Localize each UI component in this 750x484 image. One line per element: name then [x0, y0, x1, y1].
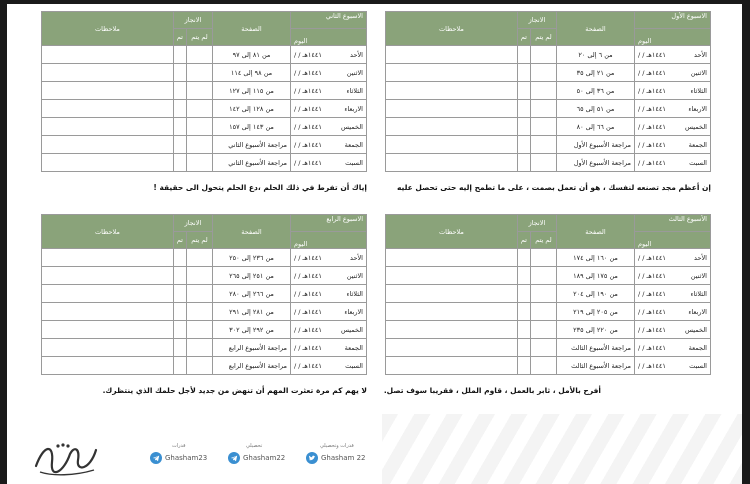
- day-cell: [291, 267, 367, 285]
- logo-calligraphy: [30, 436, 102, 480]
- page-range: من ١٦٠ إلى ١٧٤: [557, 249, 635, 267]
- day-cell: [635, 357, 711, 375]
- date-field[interactable]: / / ١٤٤١هـ: [638, 68, 666, 77]
- date-field[interactable]: / / ١٤٤١هـ: [294, 122, 322, 131]
- not-done-checkbox[interactable]: [531, 64, 557, 82]
- date-field[interactable]: / / ١٤٤١هـ: [294, 158, 322, 167]
- table-row: [386, 249, 711, 267]
- not-done-header: لم يتم: [531, 29, 557, 46]
- week-rows: [42, 249, 367, 375]
- not-done-checkbox[interactable]: [531, 357, 557, 375]
- day-cell: [291, 100, 367, 118]
- page-range: من ١٧٥ إلى ١٨٩: [557, 267, 635, 285]
- day-cell: [635, 118, 711, 136]
- table-row: [386, 118, 711, 136]
- date-field[interactable]: / / ١٤٤١هـ: [638, 158, 666, 167]
- page-range: من ٢٦٦ إلى ٢٨٠: [213, 285, 291, 303]
- day-name: السبت: [689, 158, 707, 167]
- day-cell: [635, 136, 711, 154]
- table-row: [42, 136, 367, 154]
- day-name: الاثنين: [346, 271, 363, 280]
- date-field[interactable]: / / ١٤٤١هـ: [638, 289, 666, 298]
- page-range: من ٣٦ إلى ٥٠: [557, 82, 635, 100]
- done-checkbox[interactable]: [517, 285, 530, 303]
- page-header: الصفحة: [213, 215, 291, 249]
- not-done-checkbox[interactable]: [187, 118, 213, 136]
- done-checkbox[interactable]: [517, 154, 530, 172]
- date-field[interactable]: / / ١٤٤١هـ: [638, 361, 666, 370]
- not-done-header: لم يتم: [187, 29, 213, 46]
- day-cell: [291, 46, 367, 64]
- notes-field[interactable]: [42, 321, 174, 339]
- page-range: مراجعة الأسبوع الرابع: [213, 357, 291, 375]
- day-name: الجمعة: [344, 140, 363, 149]
- date-field[interactable]: / / ١٤٤١هـ: [638, 140, 666, 149]
- table-row: [386, 82, 711, 100]
- week-title: الاسبوع الثاني: [291, 12, 367, 29]
- date-field[interactable]: / / ١٤٤١هـ: [294, 343, 322, 352]
- footer: [0, 410, 750, 484]
- notes-field[interactable]: [42, 249, 174, 267]
- date-field[interactable]: / / ١٤٤١هـ: [294, 104, 322, 113]
- day-cell: [291, 82, 367, 100]
- not-done-checkbox[interactable]: [187, 100, 213, 118]
- notes-field[interactable]: [386, 267, 518, 285]
- table-row: [386, 267, 711, 285]
- done-checkbox[interactable]: [517, 267, 530, 285]
- day-cell: [635, 303, 711, 321]
- done-checkbox[interactable]: [517, 339, 530, 357]
- day-cell: [635, 267, 711, 285]
- done-checkbox[interactable]: [173, 321, 186, 339]
- not-done-checkbox[interactable]: [187, 64, 213, 82]
- page-header: الصفحة: [557, 215, 635, 249]
- table-row: [42, 118, 367, 136]
- week-title: الاسبوع الأول: [635, 12, 711, 29]
- not-done-checkbox[interactable]: [531, 303, 557, 321]
- social-handle-1[interactable]: [306, 443, 366, 464]
- day-name: الاربعاء: [344, 104, 363, 113]
- day-cell: [635, 64, 711, 82]
- day-name: السبت: [345, 158, 363, 167]
- handle-label: قدرات وتحصيلي: [320, 443, 354, 449]
- done-header: تم: [517, 29, 530, 46]
- not-done-checkbox[interactable]: [531, 46, 557, 64]
- table-row: [386, 321, 711, 339]
- notes-field[interactable]: [386, 339, 518, 357]
- page-range: مراجعة الأسبوع الثاني: [213, 154, 291, 172]
- day-cell: [291, 249, 367, 267]
- done-checkbox[interactable]: [173, 285, 186, 303]
- page-range: من ٥١ إلى ٦٥: [557, 100, 635, 118]
- not-done-checkbox[interactable]: [187, 249, 213, 267]
- notes-field[interactable]: [42, 339, 174, 357]
- week-block-3: [383, 214, 711, 395]
- day-cell: [635, 46, 711, 64]
- day-cell: [291, 321, 367, 339]
- not-done-checkbox[interactable]: [187, 285, 213, 303]
- day-cell: [291, 154, 367, 172]
- table-row: [386, 285, 711, 303]
- day-name: الأحد: [694, 253, 707, 262]
- done-header: تم: [173, 29, 186, 46]
- done-checkbox[interactable]: [173, 100, 186, 118]
- done-checkbox[interactable]: [517, 321, 530, 339]
- week-table: [41, 11, 367, 172]
- not-done-checkbox[interactable]: [531, 267, 557, 285]
- done-checkbox[interactable]: [517, 357, 530, 375]
- notes-field[interactable]: [42, 267, 174, 285]
- day-cell: [635, 82, 711, 100]
- done-checkbox[interactable]: [173, 64, 186, 82]
- motivational-quote: أفرح بالأمل ، ثابر بالعمل ، قاوم الملل ، فقريبا سوف تصل.: [383, 386, 601, 395]
- page-range: مراجعة الأسبوع الثاني: [213, 136, 291, 154]
- notes-field[interactable]: [42, 285, 174, 303]
- notes-field[interactable]: [386, 285, 518, 303]
- not-done-checkbox[interactable]: [531, 100, 557, 118]
- motivational-quote: إياك أن تفرط في ذلك الحلم ،دع الحلم يتحول الى حقيقة !: [153, 183, 367, 192]
- done-checkbox[interactable]: [173, 118, 186, 136]
- page-range: من ١١٥ إلى ١٢٧: [213, 82, 291, 100]
- done-checkbox[interactable]: [173, 136, 186, 154]
- table-row: [386, 64, 711, 82]
- not-done-checkbox[interactable]: [187, 136, 213, 154]
- not-done-checkbox[interactable]: [531, 249, 557, 267]
- twitter-icon: [306, 452, 318, 464]
- not-done-checkbox[interactable]: [531, 321, 557, 339]
- page-range: مراجعة الأسبوع الرابع: [213, 339, 291, 357]
- week-table: [41, 214, 367, 375]
- done-checkbox[interactable]: [517, 46, 530, 64]
- done-header: تم: [517, 232, 530, 249]
- table-row: [42, 339, 367, 357]
- notes-field[interactable]: [386, 357, 518, 375]
- day-name: الجمعة: [688, 140, 707, 149]
- notes-field[interactable]: [386, 249, 518, 267]
- day-cell: [291, 285, 367, 303]
- table-row: [386, 303, 711, 321]
- page-range: مراجعة الأسبوع الأول: [557, 154, 635, 172]
- date-field[interactable]: / / ١٤٤١هـ: [294, 361, 322, 370]
- table-row: [42, 303, 367, 321]
- day-cell: [291, 339, 367, 357]
- day-name: الخميس: [685, 325, 707, 334]
- notes-field[interactable]: [386, 136, 518, 154]
- done-checkbox[interactable]: [517, 136, 530, 154]
- day-name: الثلاثاء: [690, 86, 707, 95]
- date-field[interactable]: / / ١٤٤١هـ: [294, 307, 322, 316]
- week-block-2: [41, 11, 367, 192]
- day-cell: [635, 321, 711, 339]
- not-done-checkbox[interactable]: [531, 136, 557, 154]
- date-field[interactable]: / / ١٤٤١هـ: [294, 271, 322, 280]
- done-checkbox[interactable]: [517, 303, 530, 321]
- table-row: [42, 285, 367, 303]
- table-row: [42, 64, 367, 82]
- page-range: من ٢٩٢ إلى ٣٠٢: [213, 321, 291, 339]
- page-header: الصفحة: [557, 12, 635, 46]
- day-header: اليوم: [291, 232, 367, 249]
- page-range: من ٢٣٦ إلى ٢٥٠: [213, 249, 291, 267]
- handle-text: Ghasham22: [243, 454, 286, 462]
- notes-field[interactable]: [42, 303, 174, 321]
- motivational-quote: لا يهم كم مرة تعثرت المهم أن تنهض من جديد لأجل حلمك الذي ينتظرك.: [102, 386, 367, 395]
- day-cell: [635, 100, 711, 118]
- not-done-checkbox[interactable]: [187, 321, 213, 339]
- achievement-header: الانجاز: [517, 215, 556, 232]
- page-range: من ٢١ إلى ٣٥: [557, 64, 635, 82]
- notes-field[interactable]: [42, 46, 174, 64]
- day-name: الثلاثاء: [690, 289, 707, 298]
- decorative-stripes: [382, 414, 742, 484]
- table-row: [386, 339, 711, 357]
- window-frame-top: [0, 0, 750, 4]
- notes-header: ملاحظات: [386, 215, 518, 249]
- achievement-header: الانجاز: [517, 12, 556, 29]
- notes-field[interactable]: [42, 118, 174, 136]
- date-field[interactable]: / / ١٤٤١هـ: [294, 86, 322, 95]
- achievement-header: الانجاز: [173, 12, 212, 29]
- notes-header: ملاحظات: [42, 215, 174, 249]
- day-name: الأحد: [350, 50, 363, 59]
- notes-field[interactable]: [386, 64, 518, 82]
- done-checkbox[interactable]: [173, 82, 186, 100]
- day-name: الاثنين: [346, 68, 363, 77]
- done-checkbox[interactable]: [517, 100, 530, 118]
- notes-field[interactable]: [386, 118, 518, 136]
- notes-field[interactable]: [42, 64, 174, 82]
- telegram-icon: [150, 452, 162, 464]
- handle-label: قدرات: [172, 443, 186, 449]
- week-block-1: [385, 11, 711, 192]
- done-checkbox[interactable]: [173, 46, 186, 64]
- table-row: [42, 357, 367, 375]
- notes-header: ملاحظات: [386, 12, 518, 46]
- page-range: من ١٤٣ إلى ١٥٧: [213, 118, 291, 136]
- page-range: من ٦٦ إلى ٨٠: [557, 118, 635, 136]
- not-done-checkbox[interactable]: [187, 357, 213, 375]
- not-done-checkbox[interactable]: [531, 118, 557, 136]
- table-row: [386, 136, 711, 154]
- page-range: مراجعة الأسبوع الثالث: [557, 357, 635, 375]
- done-checkbox[interactable]: [173, 249, 186, 267]
- date-field[interactable]: / / ١٤٤١هـ: [638, 50, 666, 59]
- date-field[interactable]: / / ١٤٤١هـ: [294, 325, 322, 334]
- not-done-checkbox[interactable]: [187, 82, 213, 100]
- notes-field[interactable]: [42, 100, 174, 118]
- notes-field[interactable]: [386, 303, 518, 321]
- notes-field[interactable]: [386, 82, 518, 100]
- week-table: [385, 214, 711, 375]
- done-checkbox[interactable]: [173, 154, 186, 172]
- day-name: الاثنين: [690, 271, 707, 280]
- not-done-checkbox[interactable]: [187, 267, 213, 285]
- telegram-icon: [228, 452, 240, 464]
- date-field[interactable]: / / ١٤٤١هـ: [638, 271, 666, 280]
- day-cell: [635, 339, 711, 357]
- day-name: الأحد: [694, 50, 707, 59]
- day-name: الثلاثاء: [346, 289, 363, 298]
- notes-field[interactable]: [42, 154, 174, 172]
- day-name: الاربعاء: [688, 307, 707, 316]
- date-field[interactable]: / / ١٤٤١هـ: [294, 50, 322, 59]
- day-name: السبت: [689, 361, 707, 370]
- table-row: [42, 267, 367, 285]
- page-range: من ٢٨١ إلى ٢٩١: [213, 303, 291, 321]
- page-range: مراجعة الأسبوع الأول: [557, 136, 635, 154]
- day-name: الاربعاء: [344, 307, 363, 316]
- not-done-checkbox[interactable]: [187, 303, 213, 321]
- date-field[interactable]: / / ١٤٤١هـ: [638, 122, 666, 131]
- day-name: الخميس: [341, 122, 363, 131]
- notes-field[interactable]: [386, 46, 518, 64]
- day-name: الاربعاء: [688, 104, 707, 113]
- date-field[interactable]: / / ١٤٤١هـ: [638, 343, 666, 352]
- done-checkbox[interactable]: [517, 249, 530, 267]
- not-done-checkbox[interactable]: [531, 285, 557, 303]
- day-name: الخميس: [685, 122, 707, 131]
- table-row: [42, 100, 367, 118]
- table-row: [386, 100, 711, 118]
- not-done-header: لم يتم: [187, 232, 213, 249]
- achievement-header: الانجاز: [173, 215, 212, 232]
- handle-text: Ghasham 22: [321, 454, 366, 462]
- day-cell: [291, 357, 367, 375]
- week-block-4: [41, 214, 367, 395]
- day-cell: [635, 249, 711, 267]
- day-cell: [291, 64, 367, 82]
- date-field[interactable]: / / ١٤٤١هـ: [294, 289, 322, 298]
- not-done-checkbox[interactable]: [187, 154, 213, 172]
- page-range: من ١٩٠ إلى ٢٠٤: [557, 285, 635, 303]
- brand-logo: [30, 436, 102, 480]
- day-cell: [291, 136, 367, 154]
- date-field[interactable]: / / ١٤٤١هـ: [638, 253, 666, 262]
- date-field[interactable]: / / ١٤٤١هـ: [638, 86, 666, 95]
- page-range: من ٢٠٥ إلى ٢١٩: [557, 303, 635, 321]
- done-checkbox[interactable]: [173, 303, 186, 321]
- date-field[interactable]: / / ١٤٤١هـ: [294, 68, 322, 77]
- handle-text: Ghasham23: [165, 454, 208, 462]
- page-range: من ١٢٨ إلى ١٤٢: [213, 100, 291, 118]
- day-name: السبت: [345, 361, 363, 370]
- table-row: [386, 154, 711, 172]
- day-header: اليوم: [291, 29, 367, 46]
- page-range: من ٢٥١ إلى ٢٦٥: [213, 267, 291, 285]
- handle-label: تحصيلي: [246, 443, 263, 449]
- done-header: تم: [173, 232, 186, 249]
- notes-field[interactable]: [386, 321, 518, 339]
- done-checkbox[interactable]: [517, 64, 530, 82]
- date-field[interactable]: / / ١٤٤١هـ: [638, 104, 666, 113]
- table-row: [386, 357, 711, 375]
- day-cell: [291, 118, 367, 136]
- date-field[interactable]: / / ١٤٤١هـ: [294, 140, 322, 149]
- notes-field[interactable]: [386, 154, 518, 172]
- table-row: [42, 82, 367, 100]
- page-range: من ٢٢٠ إلى ٢٣٥: [557, 321, 635, 339]
- not-done-checkbox[interactable]: [531, 339, 557, 357]
- week-title: الأسبوع الثالث: [635, 215, 711, 232]
- week-title: الاسبوع الرابع: [291, 215, 367, 232]
- notes-field[interactable]: [42, 357, 174, 375]
- done-checkbox[interactable]: [517, 118, 530, 136]
- notes-field[interactable]: [42, 82, 174, 100]
- table-row: [42, 321, 367, 339]
- table-row: [42, 46, 367, 64]
- week-rows: [386, 249, 711, 375]
- table-row: [42, 249, 367, 267]
- social-handle-3[interactable]: [150, 443, 208, 464]
- day-name: الخميس: [341, 325, 363, 334]
- notes-field[interactable]: [386, 100, 518, 118]
- done-checkbox[interactable]: [517, 82, 530, 100]
- done-checkbox[interactable]: [173, 339, 186, 357]
- done-checkbox[interactable]: [173, 357, 186, 375]
- date-field[interactable]: / / ١٤٤١هـ: [638, 307, 666, 316]
- notes-field[interactable]: [42, 136, 174, 154]
- day-cell: [635, 154, 711, 172]
- not-done-checkbox[interactable]: [531, 154, 557, 172]
- social-handle-2[interactable]: [228, 443, 286, 464]
- day-name: الجمعة: [344, 343, 363, 352]
- date-field[interactable]: / / ١٤٤١هـ: [638, 325, 666, 334]
- day-name: الثلاثاء: [346, 86, 363, 95]
- date-field[interactable]: / / ١٤٤١هـ: [294, 253, 322, 262]
- day-name: الأحد: [350, 253, 363, 262]
- not-done-checkbox[interactable]: [187, 339, 213, 357]
- not-done-checkbox[interactable]: [187, 46, 213, 64]
- day-header: اليوم: [635, 232, 711, 249]
- day-name: الاثنين: [690, 68, 707, 77]
- day-header: اليوم: [635, 29, 711, 46]
- not-done-checkbox[interactable]: [531, 82, 557, 100]
- day-cell: [635, 285, 711, 303]
- page-header: الصفحة: [213, 12, 291, 46]
- page-range: من ٨١ إلى ٩٧: [213, 46, 291, 64]
- page-range: من ٩٨ إلى ١١٤: [213, 64, 291, 82]
- week-rows: [386, 46, 711, 172]
- done-checkbox[interactable]: [173, 267, 186, 285]
- week-table: [385, 11, 711, 172]
- page-range: من ٦ إلى ٢٠: [557, 46, 635, 64]
- motivational-quote: إن أعظم مجد تصنعه لنفسك ، هو أن تعمل بصمت ، على ما تطمح إليه حتى تحصل عليه: [396, 183, 711, 192]
- day-cell: [291, 303, 367, 321]
- table-row: [42, 154, 367, 172]
- not-done-header: لم يتم: [531, 232, 557, 249]
- notes-header: ملاحظات: [42, 12, 174, 46]
- week-rows: [42, 46, 367, 172]
- table-row: [386, 46, 711, 64]
- page-range: مراجعة الأسبوع الثالث: [557, 339, 635, 357]
- day-name: الجمعة: [688, 343, 707, 352]
